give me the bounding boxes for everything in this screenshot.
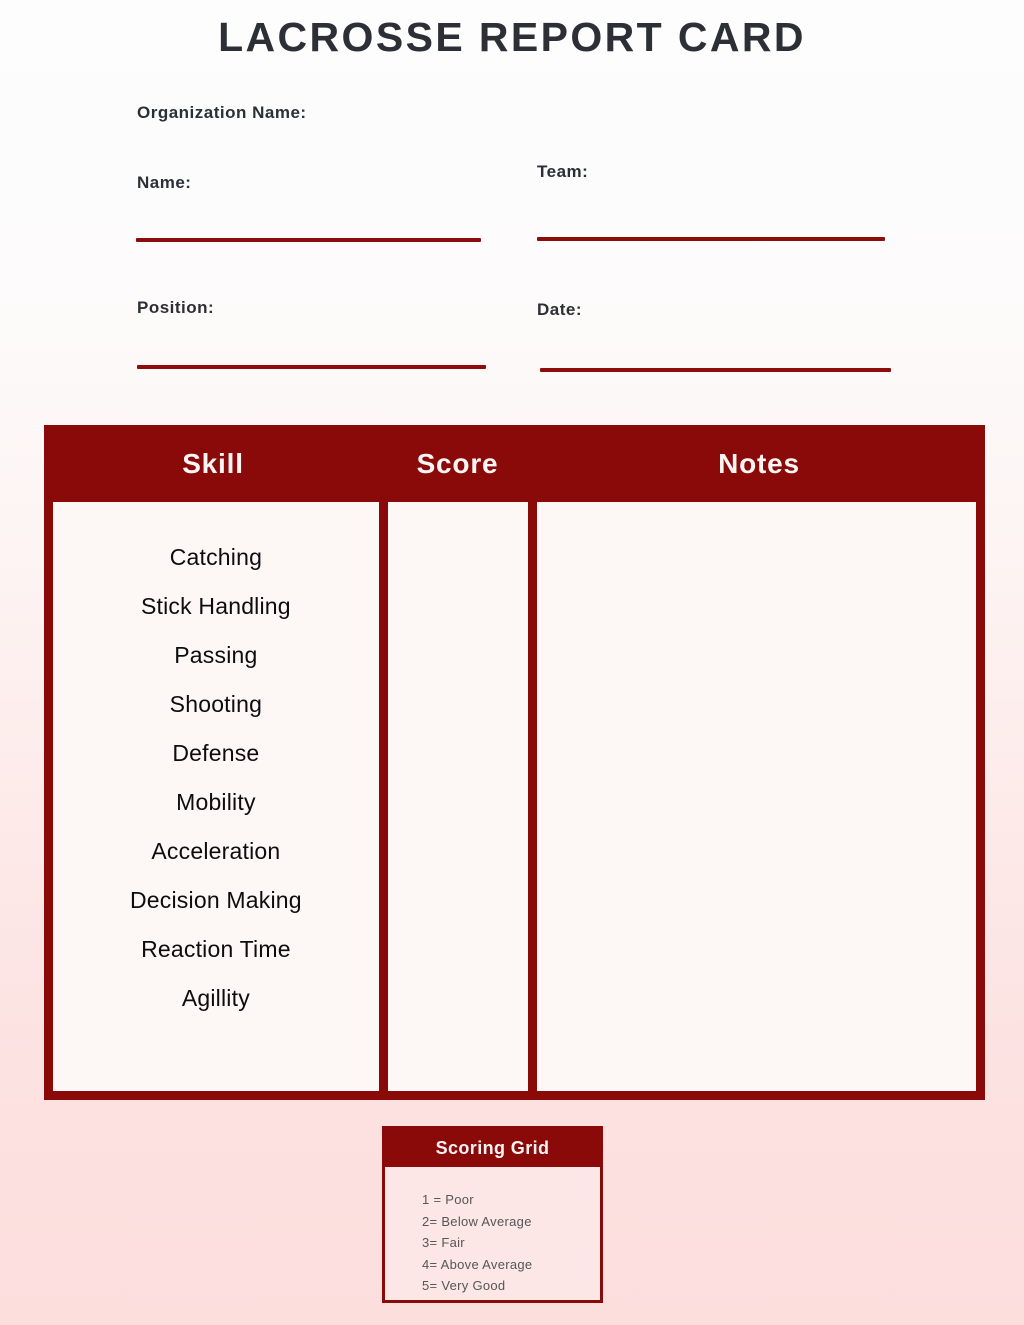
scoring-grid: [382, 1126, 603, 1303]
table-body: [44, 502, 985, 1100]
list-item: Stick Handling: [140, 593, 291, 619]
table-header-row: [44, 425, 985, 502]
date-label: Date:: [537, 300, 583, 319]
team-label: Team:: [537, 162, 589, 181]
form-fields-section: [0, 98, 1024, 398]
list-item: Defense: [172, 740, 260, 766]
scoring-legend-item: 4= Above Average: [422, 1256, 533, 1272]
column-header-notes: Notes: [718, 447, 800, 479]
skill-column: [53, 502, 379, 1091]
date-input-rule[interactable]: [540, 368, 891, 372]
scoring-grid-body: [385, 1167, 600, 1297]
list-item: Agillity: [181, 985, 250, 1011]
scoring-grid-title: Scoring Grid: [385, 1129, 600, 1167]
page-title: LACROSSE REPORT CARD: [218, 14, 806, 60]
column-header-skill: Skill: [182, 447, 244, 479]
notes-column-input-area[interactable]: [537, 502, 976, 1091]
score-column-input-area[interactable]: [388, 502, 529, 1091]
column-header-score: Score: [416, 447, 499, 479]
name-label: Name:: [137, 173, 192, 192]
name-input-rule[interactable]: [136, 238, 481, 242]
position-label: Position:: [137, 298, 215, 317]
scoring-legend-item: 1 = Poor: [422, 1192, 474, 1207]
list-item: Decision Making: [130, 887, 302, 913]
skills-list: [53, 502, 379, 1023]
organization-name-label: Organization Name:: [137, 103, 307, 122]
list-item: Passing: [174, 642, 258, 668]
scoring-legend-item: 2= Below Average: [422, 1213, 532, 1229]
list-item: Catching: [169, 544, 263, 570]
team-input-rule[interactable]: [537, 237, 885, 241]
report-table: [44, 425, 985, 1100]
position-input-rule[interactable]: [137, 365, 486, 369]
list-item: Reaction Time: [141, 936, 291, 962]
list-item: Shooting: [169, 691, 263, 717]
scoring-legend-item: 5= Very Good: [422, 1278, 506, 1293]
scoring-legend-item: 3= Fair: [422, 1235, 465, 1250]
list-item: Acceleration: [151, 838, 281, 864]
list-item: Mobility: [176, 789, 256, 815]
